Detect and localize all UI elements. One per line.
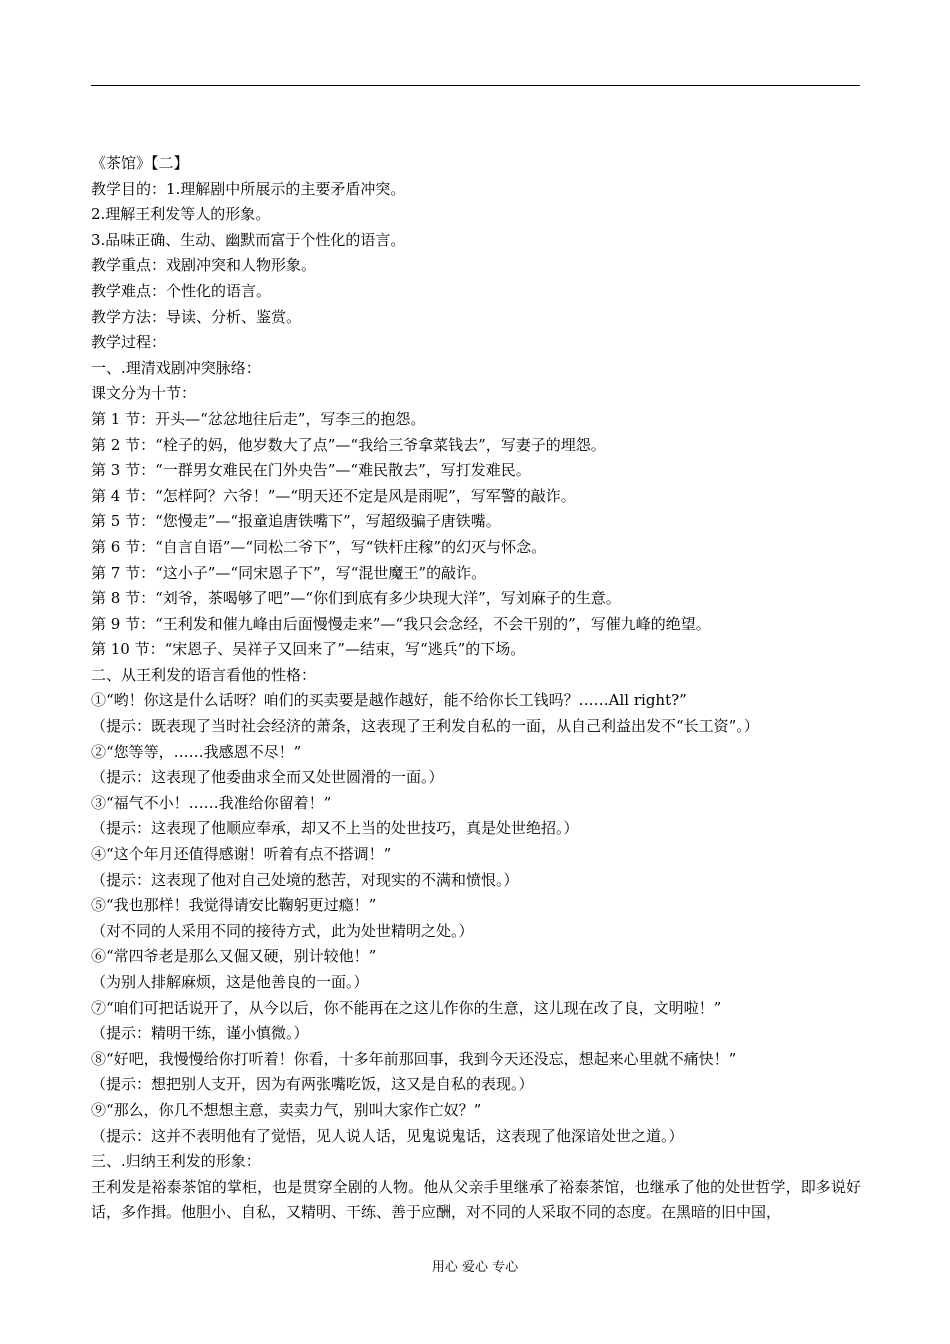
hint-line: （提示：既表现了当时社会经济的萧条，这表现了王利发自私的一面，从自己利益出发不“长工资”。） [91,717,759,736]
section-item: 第 7 节：“这小子”—“同宋恩子下”，写“混世魔王”的敲诈。 [91,563,487,582]
objective-2: 2.理解王利发等人的形象。 [91,205,271,224]
hint-line: （为别人排解麻烦，这是他善良的一面。） [91,973,369,991]
section-item: 第 4 节：“怎样阿？六爷！”—“明天还不定是风是雨呢”，写军警的敲诈。 [91,486,576,505]
quote-line: ⑦“咱们可把话说开了，从今以后，你不能再在之这儿作你的生意，这儿现在改了良，文明啦！” [91,998,722,1017]
hint-line: （提示：这表现了他顺应奉承，却又不上当的处世技巧，真是处世绝招。） [91,819,579,838]
objective-3: 3.品味正确、生动、幽默而富于个性化的语言。 [91,230,406,249]
section-item: 第 3 节：“一群男女难民在门外央告”—“难民散去”，写打发难民。 [91,461,531,480]
header-rule [91,85,860,86]
key-points: 教学重点：戏剧冲突和人物形象。 [91,256,317,275]
hint-line: （提示：这并不表明他有了觉悟，见人说人话，见鬼说鬼话，这表现了他深谙处世之道。） [91,1126,684,1145]
hint-line: （提示：这表现了他对自己处境的愁苦，对现实的不满和愤恨。） [91,870,519,889]
section-item: 第 9 节：“王利发和催九峰由后面慢慢走来”—“我只会念经，不会干别的”，写催九峰的绝望。 [91,614,711,633]
objective-1: 教学目的：1.理解剧中所展示的主要矛盾冲突。 [91,179,406,198]
section-3-paragraph: 王利发是裕泰茶馆的掌柜，也是贯穿全剧的人物。他从父亲手里继承了裕泰茶馆，也继承了他的处世哲学，即多说好话，多作揖。他胆小、自私，又精明、干练、善于应酬，对不同的人采取不同的态度。在黑暗的旧中国， [91,1177,861,1222]
quote-line: ⑨“那么，你几不想想主意，卖卖力气，别叫大家作亡奴？” [91,1100,482,1119]
quote-line: ⑧“好吧，我慢慢给你打听着！你看，十多年前那回事，我到今天还没忘，想起来心里就不痛快！” [91,1049,737,1068]
quote-line: ③“福气不小！……我准给你留着！” [91,793,332,812]
hint-line: （对不同的人采用不同的接待方式，此为处世精明之处。） [91,921,474,940]
quote-line: ①“哟！你这是什么话呀？咱们的买卖要是越作越好，能不给你长工钱吗？……All right?” [91,691,687,710]
difficulties: 教学难点：个性化的语言。 [91,281,272,300]
section-1-intro: 课文分为十节： [91,384,197,403]
quote-line: ②“您等等，……我感恩不尽！” [91,742,302,761]
hint-line: （提示：想把别人支开，因为有两张嘴吃饭，这又是自私的表现。） [91,1075,534,1094]
page-footer: 用心 爱心 专心 [431,1260,519,1275]
methods: 教学方法：导读、分析、鉴赏。 [91,307,302,326]
section-item: 第 5 节：“您慢走”—“报童追唐铁嘴下”，写超级骗子唐铁嘴。 [91,512,501,531]
process-label: 教学过程： [91,333,167,352]
quote-line: ⑥“常四爷老是那么又倔又硬，别计较他！” [91,947,377,966]
section-item: 第 10 节：“宋恩子、吴祥子又回来了”—结束，写“逃兵”的下场。 [91,640,526,659]
quote-line: ⑤“我也那样！我觉得请安比鞠躬更过瘾！” [91,896,377,915]
section-item: 第 2 节：“栓子的妈，他岁数大了点”—“我给三爷拿菜钱去”，写妻子的埋怨。 [91,435,606,454]
section-item: 第 6 节：“自言自语”—“同松二爷下”，写“铁杆庄稼”的幻灭与怀念。 [91,537,547,556]
document-title: 《茶馆》【二】 [91,154,189,172]
hint-line: （提示：精明干练，谨小慎微。） [91,1024,309,1043]
section-3-heading: 三、.归纳王利发的形象： [91,1152,261,1171]
hint-line: （提示：这表现了他委曲求全而又处世圆滑的一面。） [91,768,444,787]
section-2-heading: 二、从王利发的语言看他的性格： [91,665,317,684]
section-item: 第 8 节：“刘爷，茶喝够了吧”—“你们到底有多少块现大洋”，写刘麻子的生意。 [91,589,621,608]
quote-line: ④“这个年月还值得感谢！听着有点不搭调！” [91,845,392,864]
document-body [91,151,871,1226]
section-1-heading: 一、.理清戏剧冲突脉络： [91,358,261,377]
section-item: 第 1 节：开头—“忿忿地往后走”，写李三的抱怨。 [91,409,426,428]
